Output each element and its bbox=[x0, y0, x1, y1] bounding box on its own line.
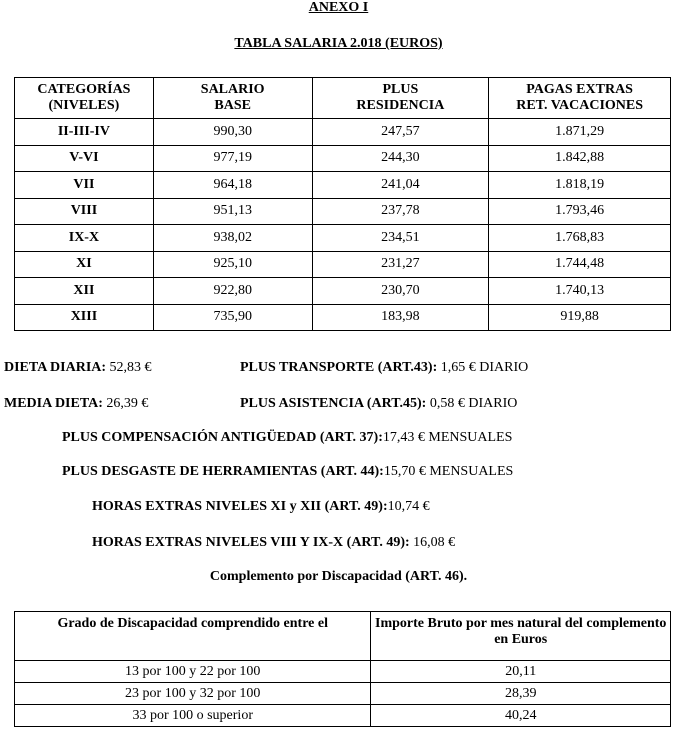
salario-base-cell: 951,13 bbox=[153, 198, 312, 225]
category-cell: XI bbox=[15, 251, 154, 278]
table-row bbox=[15, 278, 671, 305]
salario-base-cell: 735,90 bbox=[153, 304, 312, 331]
plus-residencia-cell: 237,78 bbox=[312, 198, 489, 225]
plus-antiguedad: PLUS COMPENSACIÓN ANTIGÜEDAD (ART. 37):17,43 € MENSUALES bbox=[62, 430, 513, 445]
pagas-extras-cell: 1.768,83 bbox=[489, 225, 671, 252]
plus-residencia-cell: 244,30 bbox=[312, 145, 489, 172]
table-title: TABLA SALARIA 2.018 (EUROS) bbox=[234, 36, 443, 51]
salario-base-cell: 938,02 bbox=[153, 225, 312, 252]
category-cell: VIII bbox=[15, 198, 154, 225]
salario-base-cell: 990,30 bbox=[153, 119, 312, 146]
disability-header-row bbox=[15, 612, 671, 661]
plus-residencia-cell: 234,51 bbox=[312, 225, 489, 252]
salario-base-cell: 964,18 bbox=[153, 172, 312, 199]
pagas-extras-cell: 1.793,46 bbox=[489, 198, 671, 225]
header-importe: Importe Bruto por mes natural del complemento en Euros bbox=[371, 612, 671, 661]
header-categorias: CATEGORÍAS (NIVELES) bbox=[15, 78, 154, 119]
pagas-extras-cell: 1.818,19 bbox=[489, 172, 671, 199]
header-salario-base: SALARIO BASE bbox=[153, 78, 312, 119]
annex-title: ANEXO I bbox=[308, 0, 369, 15]
grado-cell: 33 por 100 o superior bbox=[15, 705, 371, 727]
salary-table-header-row bbox=[15, 78, 671, 119]
grado-cell: 13 por 100 y 22 por 100 bbox=[15, 661, 371, 683]
dieta-diaria: DIETA DIARIA: 52,83 € bbox=[4, 360, 152, 375]
plus-residencia-cell: 241,04 bbox=[312, 172, 489, 199]
pagas-extras-cell: 1.871,29 bbox=[489, 119, 671, 146]
table-row bbox=[15, 304, 671, 331]
pagas-extras-cell: 1.740,13 bbox=[489, 278, 671, 305]
plus-transporte: PLUS TRANSPORTE (ART.43): 1,65 € DIARIO bbox=[240, 360, 529, 375]
media-dieta: MEDIA DIETA: 26,39 € bbox=[4, 396, 149, 411]
salario-base-cell: 925,10 bbox=[153, 251, 312, 278]
pagas-extras-cell: 1.744,48 bbox=[489, 251, 671, 278]
header-grado: Grado de Discapacidad comprendido entre el bbox=[15, 612, 371, 661]
plus-herramientas: PLUS DESGASTE DE HERRAMIENTAS (ART. 44):15,70 € MENSUALES bbox=[62, 464, 514, 479]
table-row bbox=[15, 119, 671, 146]
plus-residencia-cell: 183,98 bbox=[312, 304, 489, 331]
salary-table bbox=[14, 77, 671, 331]
importe-cell: 20,11 bbox=[371, 661, 671, 683]
importe-cell: 40,24 bbox=[371, 705, 671, 727]
plus-residencia-cell: 231,27 bbox=[312, 251, 489, 278]
plus-residencia-cell: 247,57 bbox=[312, 119, 489, 146]
table-row bbox=[15, 251, 671, 278]
salario-base-cell: 922,80 bbox=[153, 278, 312, 305]
pagas-extras-cell: 1.842,88 bbox=[489, 145, 671, 172]
category-cell: IX-X bbox=[15, 225, 154, 252]
plus-asistencia: PLUS ASISTENCIA (ART.45): 0,58 € DIARIO bbox=[240, 396, 518, 411]
disability-table bbox=[14, 611, 671, 727]
header-pagas-extras: PAGAS EXTRAS RET. VACACIONES bbox=[489, 78, 671, 119]
header-plus-residencia: PLUS RESIDENCIA bbox=[312, 78, 489, 119]
table-row bbox=[15, 661, 671, 683]
pagas-extras-cell: 919,88 bbox=[489, 304, 671, 331]
category-cell: II-III-IV bbox=[15, 119, 154, 146]
importe-cell: 28,39 bbox=[371, 683, 671, 705]
category-cell: XIII bbox=[15, 304, 154, 331]
grado-cell: 23 por 100 y 32 por 100 bbox=[15, 683, 371, 705]
table-row bbox=[15, 225, 671, 252]
horas-extras-xi-xii: HORAS EXTRAS NIVELES XI y XII (ART. 49):10,74 € bbox=[92, 499, 430, 514]
table-row bbox=[15, 145, 671, 172]
table-row bbox=[15, 705, 671, 727]
salario-base-cell: 977,19 bbox=[153, 145, 312, 172]
category-cell: XII bbox=[15, 278, 154, 305]
table-row bbox=[15, 172, 671, 199]
plus-residencia-cell: 230,70 bbox=[312, 278, 489, 305]
table-row bbox=[15, 683, 671, 705]
horas-extras-viii-ix: HORAS EXTRAS NIVELES VIII Y IX-X (ART. 49): 16,08 € bbox=[92, 535, 456, 550]
category-cell: V-VI bbox=[15, 145, 154, 172]
category-cell: VII bbox=[15, 172, 154, 199]
complemento-title: Complemento por Discapacidad (ART. 46). bbox=[209, 569, 468, 584]
table-row bbox=[15, 198, 671, 225]
